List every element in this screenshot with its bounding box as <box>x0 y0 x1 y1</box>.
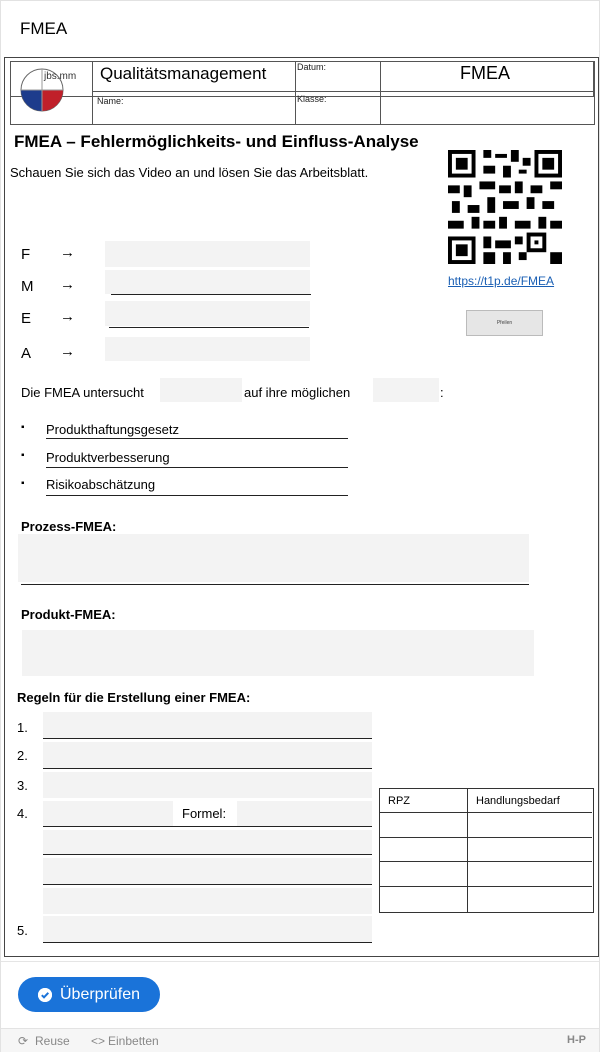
footer-bar <box>1 1028 599 1052</box>
name-label: Name: <box>97 96 124 106</box>
formula-input[interactable] <box>237 801 372 827</box>
date-label: Datum: <box>297 62 327 72</box>
moeglichen-input[interactable] <box>373 378 439 402</box>
check-icon <box>38 988 52 1002</box>
m-input[interactable] <box>105 270 310 294</box>
check-button[interactable] <box>18 977 160 1012</box>
sentence-part1: Die FMEA untersucht <box>21 385 144 400</box>
process-input[interactable] <box>18 534 529 582</box>
rule-4d-input[interactable] <box>43 888 372 914</box>
rule-number: 5. <box>17 923 28 938</box>
bullet-3: Risikoabschätzung <box>46 477 156 492</box>
check-label: Überprüfen <box>60 985 141 1003</box>
bullet-icon: ▪ <box>21 450 25 461</box>
rule-4c-input[interactable] <box>43 858 372 884</box>
rule-number: 2. <box>17 748 28 763</box>
rule-1-input[interactable] <box>43 712 372 738</box>
rules-heading: Regeln für die Erstellung einer FMEA: <box>17 690 251 705</box>
rule-4-input[interactable] <box>43 801 173 827</box>
product-input[interactable] <box>22 630 534 676</box>
class-label: Klasse: <box>297 94 327 104</box>
arrow-icon: → <box>60 343 75 360</box>
bullet-icon: ▪ <box>21 478 25 489</box>
rule-2-input[interactable] <box>43 742 372 768</box>
reuse-link[interactable]: Reuse <box>35 1034 70 1048</box>
instruction-text: Schauen Sie sich das Video an und lösen Sie das Arbeitsblatt. <box>10 165 369 180</box>
formula-label: Formel: <box>182 806 227 821</box>
h5p-logo: H-P <box>567 1034 586 1046</box>
qr-code-icon <box>448 150 562 264</box>
bullet-1: Produkthaftungsgesetz <box>46 422 179 437</box>
arrow-icon: → <box>60 244 75 261</box>
video-link[interactable]: https://t1p.de/FMEA <box>448 274 555 288</box>
arrow-icon: → <box>60 276 75 293</box>
rule-number: 3. <box>17 778 28 793</box>
rule-number: 4. <box>17 806 28 821</box>
logo-text: jbs.mm <box>44 71 77 82</box>
letter-e: E <box>21 310 32 327</box>
product-heading: Produkt-FMEA: <box>21 607 116 622</box>
letter-f: F <box>21 246 31 263</box>
letter-m: M <box>21 278 34 295</box>
bullet-icon: ▪ <box>21 422 25 433</box>
embed-link[interactable]: Einbetten <box>108 1034 159 1048</box>
untersucht-input[interactable] <box>160 378 242 402</box>
worksheet-heading: FMEA – Fehlermöglichkeits- und Einfluss-Analyse <box>14 132 419 151</box>
doc-title: FMEA <box>460 63 511 83</box>
arrow-icon: → <box>60 308 75 325</box>
worksheet <box>4 57 599 957</box>
mini-button[interactable]: Pfeilen <box>466 310 543 336</box>
f-input[interactable] <box>105 241 310 267</box>
e-input[interactable] <box>105 301 310 326</box>
reuse-icon: ⟳ <box>18 1034 29 1048</box>
rule-4b-input[interactable] <box>43 830 372 854</box>
sentence-end: : <box>440 385 444 400</box>
rpz-table <box>379 788 594 913</box>
bullet-2: Produktverbesserung <box>46 450 170 465</box>
handlungsbedarf-header: Handlungsbedarf <box>476 795 560 807</box>
rule-number: 1. <box>17 720 28 735</box>
sentence-part2: auf ihre möglichen <box>244 385 351 400</box>
rpz-header: RPZ <box>388 795 410 807</box>
process-heading: Prozess-FMEA: <box>21 519 117 534</box>
letter-a: A <box>21 345 32 362</box>
embed-icon: <> <box>91 1034 106 1048</box>
a-input[interactable] <box>105 337 310 361</box>
rule-5-input[interactable] <box>43 916 372 942</box>
app-title: FMEA <box>20 19 68 38</box>
subject-text: Qualitätsmanagement <box>100 64 267 83</box>
rule-3-input[interactable] <box>43 772 372 798</box>
